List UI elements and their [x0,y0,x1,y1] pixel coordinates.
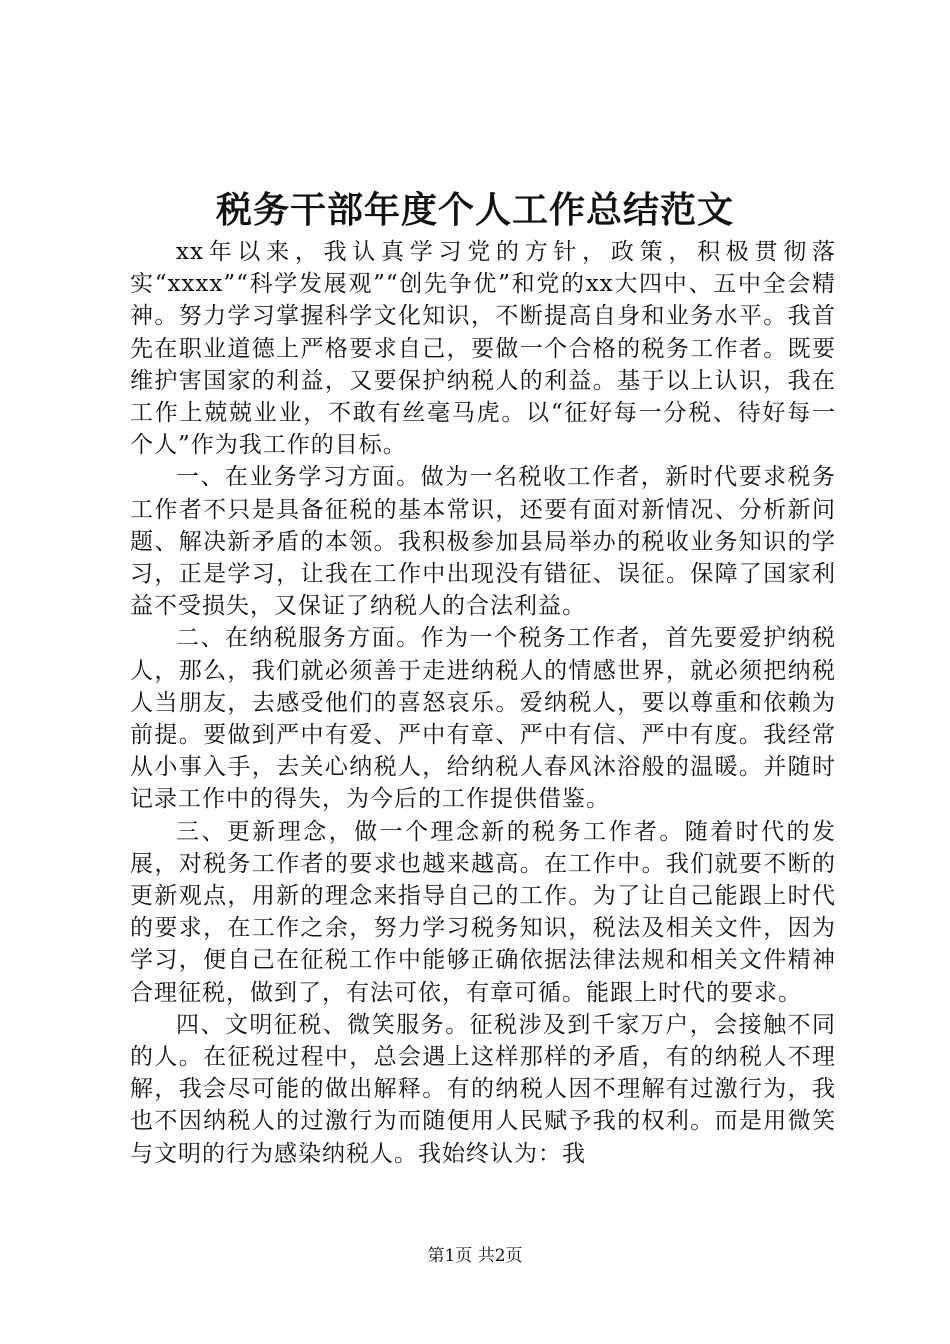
document-body [130,236,836,1170]
paragraph-intro: xx年以来，我认真学习党的方针，政策，积极贯彻落实“xxxx”“科学发展观”“创先争优”和党的xx大四中、五中全会精神。努力学习掌握科学文化知识，不断提高自身和业务水平。我首先在职业道德上严格要求自己，要做一个合格的税务工作者。既要维护害国家的利益，又要保护纳税人的利益。基于以上认识，我在工作上兢兢业业，不敢有丝毫马虎。以“征好每一分税、待好每一个人”作为我工作的目标。 [130,239,836,459]
paragraph-business-study: 一、在业务学习方面。做为一名税收工作者，新时代要求税务工作者不只是具备征税的基本常识，还要有面对新情况、分析新问题、解决新矛盾的本领。我积极参加县局举办的税收业务知识的学习，正是学习，让我在工作中出现没有错征、误征。保障了国家利益不受损失，又保证了纳税人的合法利益。 [130,464,836,620]
paragraph-tax-service: 二、在纳税服务方面。作为一个税务工作者，首先要爱护纳税人，那么，我们就必须善于走进纳税人的情感世界，就必须把纳税人当朋友，去感受他们的喜怒哀乐。爱纳税人，要以尊重和依赖为前提。要做到严中有爱、严中有章、严中有信、严中有度。我经常从小事入手，去关心纳税人，给纳税人春风沐浴般的温暖。并随时记录工作中的得失，为今后的工作提供借鉴。 [130,625,836,813]
page-footer: 第1页 共2页 [427,1246,523,1266]
paragraph-civilized-taxation: 四、文明征税、微笑服务。征税涉及到千家万户，会接触不同的人。在征税过程中，总会遇上这样那样的矛盾，有的纳税人不理解，我会尽可能的做出解释。有的纳税人因不理解有过激行为，我也不因纳税人的过激行为而随便用人民赋予我的权利。而是用微笑与文明的行为感染纳税人。我始终认为：我 [130,1011,836,1167]
document-title: 税务干部年度个人工作总结范文 [215,189,734,231]
paragraph-update-concepts: 三、更新理念，做一个理念新的税务工作者。随着时代的发展，对税务工作者的要求也越来越高。在工作中。我们就要不断的更新观点，用新的理念来指导自己的工作。为了让自己能跟上时代的要求，在工作之余，努力学习税务知识，税法及相关文件，因为学习，便自己在征税工作中能够正确依据法律法规和相关文件精神合理征税，做到了，有法可依，有章可循。能跟上时代的要求。 [130,818,836,1006]
